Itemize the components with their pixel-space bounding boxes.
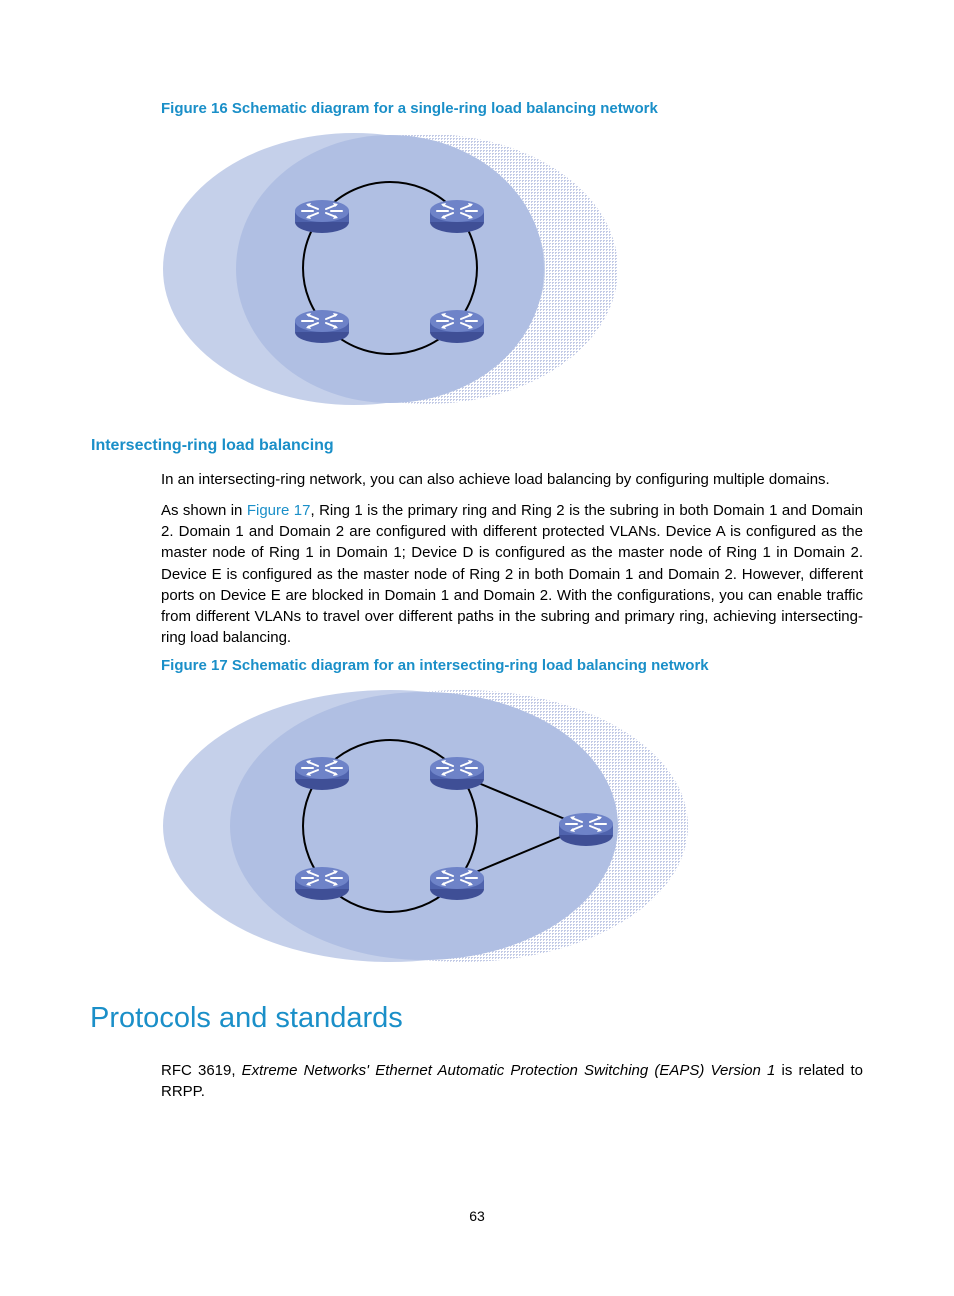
standards-suffix: is related to RRPP. <box>161 1062 864 1101</box>
switch-icon <box>295 310 349 343</box>
standards-title: Extreme Networks' Ethernet Automatic Protection Switching (EAPS) Version 1 <box>241 1062 776 1079</box>
switch-icon <box>430 310 484 343</box>
paragraph-text: , Ring 1 is the primary ring and Ring 2 is the subring in both Domain 1 and Domain 2. Domain 1 and Domain 2 are configured with different protected VLANs. Device A is configured as the master node of Ring 1 in Domain 1; Device D is configured as the master node of Ring 1 in Domain 2. Device E is configured as the master node of Ring 2 in both Domain 1 and Domain 2. However, different ports on Device E are blocked in Domain 1 and Domain 2. With the configurations, you can enable traffic from different VLANs to travel over different paths in the subring and primary ring, achieving intersecting-ring load balancing. <box>161 502 864 647</box>
switch-icon <box>295 867 349 900</box>
figure-16-caption: Figure 16 Schematic diagram for a single-ring load balancing network <box>161 100 658 117</box>
figure-17-link[interactable]: Figure 17 <box>246 502 311 519</box>
switch-icon <box>430 867 484 900</box>
switch-icon <box>295 200 349 233</box>
section-title: Protocols and standards <box>90 1002 403 1034</box>
switch-icon <box>430 200 484 233</box>
figure-17-caption: Figure 17 Schematic diagram for an intersecting-ring load balancing network <box>161 657 709 674</box>
subsection-title: Intersecting-ring load balancing <box>91 437 334 454</box>
switch-icon <box>430 757 484 790</box>
figure-16-diagram <box>0 120 954 420</box>
figure-17-diagram <box>0 680 954 970</box>
switch-icon <box>295 757 349 790</box>
switch-icon <box>559 813 613 846</box>
paragraph-text: As shown in <box>161 502 247 519</box>
standards-paragraph <box>161 1060 863 1102</box>
domain-overlap-area <box>236 135 544 403</box>
paragraph-description <box>161 500 863 648</box>
page-number: 63 <box>469 1208 485 1224</box>
standards-prefix: RFC 3619, <box>161 1062 242 1079</box>
paragraph-intro: In an intersecting-ring network, you can also achieve load balancing by configuring multiple domains. <box>161 471 830 488</box>
